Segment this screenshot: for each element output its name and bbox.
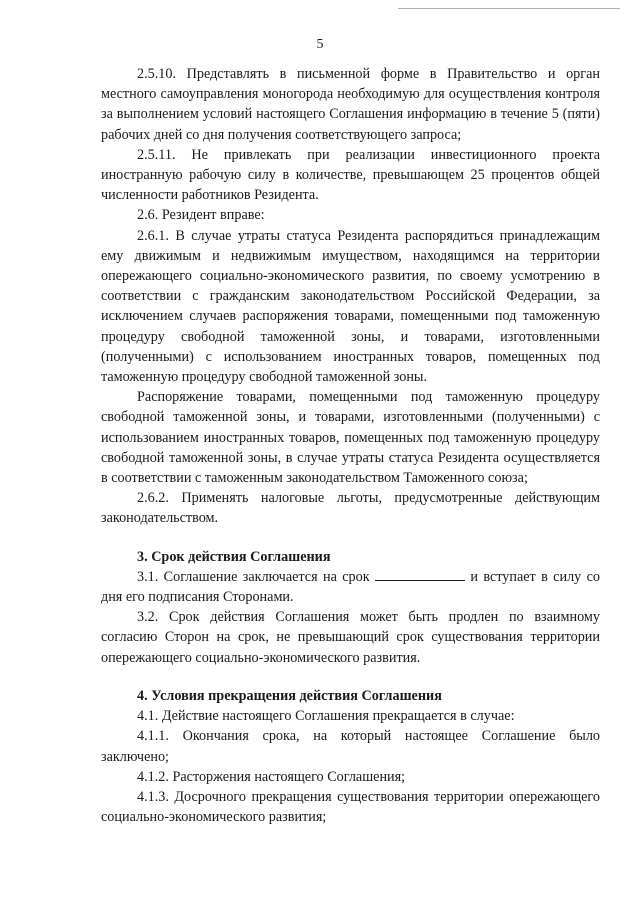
page-number: 5 <box>316 37 324 52</box>
clause-4-1-1: 4.1.1. Окончания срока, на который настоящее Соглашение было заключено; <box>101 728 600 765</box>
section-gap <box>101 529 600 547</box>
clause-2-6-1: 2.6.1. В случае утраты статуса Резидента распорядиться принадлежащим ему движимым и недвижимым имуществом, находящимся на территории опережающего социально-экономического развития, по своему усмотрению в соответствии с гражданским законодательством Российской Федерации, за исключением случаев распоряжения товарами, помещенными под таможенную процедуру свободной таможенной зоны, и товарами, изготовленными (полученными) с использованием иностранных товаров, помещенных под таможенную процедуру свободной таможенной зоны. <box>101 227 600 386</box>
scan-top-rule <box>398 8 620 9</box>
clause-3-1 <box>101 567 600 607</box>
clause-2-5-11: 2.5.11. Не привлекать при реализации инвестиционного проекта иностранную рабочую силу в количестве, превышающем 25 процентов общей численности работников Резидента. <box>101 146 600 204</box>
clause-2-5-10: 2.5.10. Представлять в письменной форме в Правительство и орган местного самоуправления моногорода необходимую для осуществления контроля за выполнением условий настоящего Соглашения информацию в течение 5 (пяти) рабочих дней со дня получения соответствующего запроса; <box>101 66 600 143</box>
clause-4-1: 4.1. Действие настоящего Соглашения прекращается в случае: <box>137 708 515 725</box>
section-gap <box>101 668 600 686</box>
document-body <box>101 64 600 827</box>
clause-2-6: 2.6. Резидент вправе: <box>137 207 265 224</box>
term-blank-line <box>375 567 465 581</box>
clause-3-2: 3.2. Срок действия Соглашения может быть продлен по взаимному согласию Сторон на срок, не превышающий срок существования территории опережающего социально-экономического развития. <box>101 609 600 666</box>
clause-2-6-1-continued: Распоряжение товарами, помещенными под таможенную процедуру свободной таможенной зоны, и товарами, изготовленными (полученными) с использованием иностранных товаров, помещенных под таможенную процедуру свободной таможенной зоны, в случае утраты статуса Резидента осуществляется в соответствии с таможенным законодательством Таможенного союза; <box>101 389 600 487</box>
clause-3-1-end: и вступает в силу со дня его подписания Сторонами. <box>101 568 601 606</box>
clause-3-1-start: 3.1. Соглашение заключается на срок <box>137 568 370 585</box>
clause-4-1-2: 4.1.2. Расторжения настоящего Соглашения; <box>137 768 406 785</box>
clause-4-1-3: 4.1.3. Досрочного прекращения существования территории опережающего социально-экономического развития; <box>101 788 600 826</box>
clause-2-6-2: 2.6.2. Применять налоговые льготы, предусмотренные действующим законодательством. <box>101 490 600 527</box>
section-4-heading: 4. Условия прекращения действия Соглашения <box>137 687 442 704</box>
section-3-heading: 3. Срок действия Соглашения <box>137 548 331 565</box>
